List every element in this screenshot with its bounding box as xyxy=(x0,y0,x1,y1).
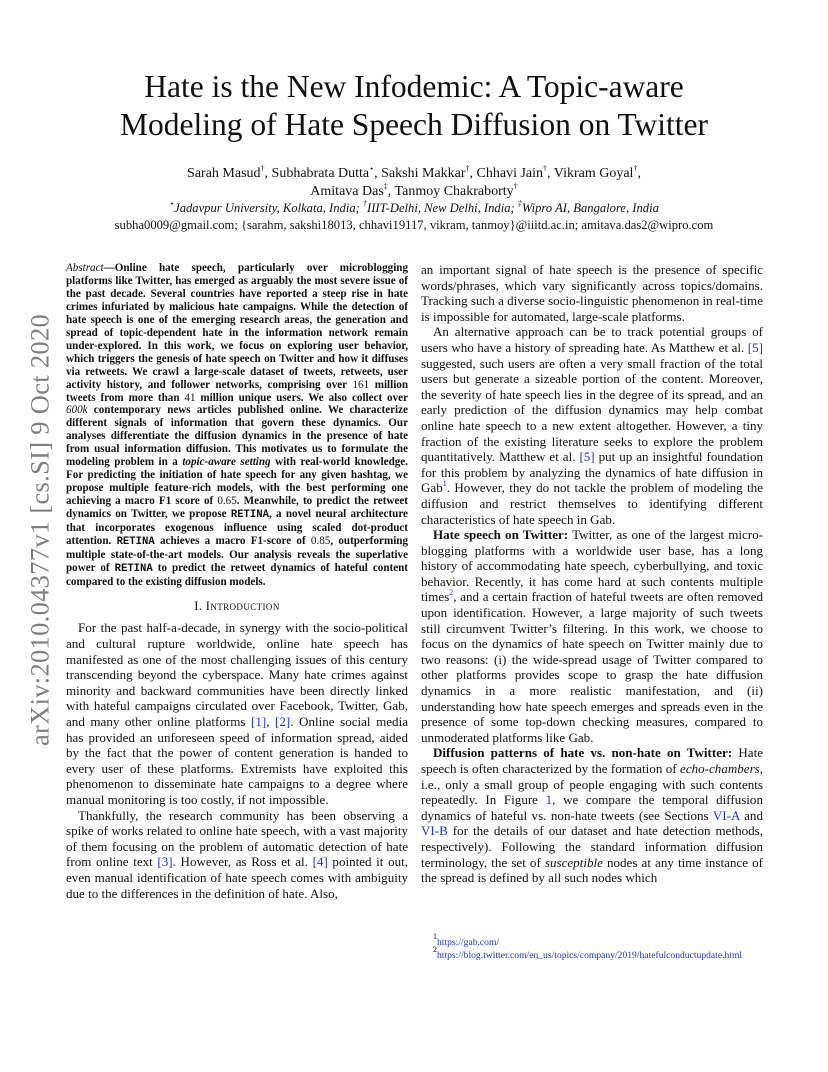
author-list xyxy=(70,165,758,201)
right-paragraph-4: Diffusion patterns of hate vs. non-hate on Twitter: Hate speech is often characterized by the formation of echo-chambers, i.e., only a small group of people engaging with such contents repeatedly. In Figure 1, we compare the temporal diffusion dynamics of hateful vs. non-hate tweets (see Sections VI-A and VI-B for the details of our dataset and hate detection methods, respectively). Following the standard information diffusion terminology, the set of susceptible nodes at any time instance of the spread is defined by all such nodes which xyxy=(421,745,764,886)
citation-link[interactable]: [4] xyxy=(312,854,328,870)
paper-title xyxy=(70,68,758,144)
footnote-link[interactable]: https://gab.com/ xyxy=(437,937,500,948)
right-paragraph-2: An alternative approach can be to track potential groups of users who have a history of spreading hate. As Matthew et al. [5] suggested, such users are often a very small fraction of the total users but generate a sizeable portion of the content. Moreover, the severity of hate speech lies in the degree of its spread, and an early prediction of the diffusion dynamics may help combat online hate speech to a new extent altogether. However, a tiny fraction of the existing literature seeks to explore the problem quantitatively. Matthew et al. [5] put up an insightful foundation for this problem by analyzing the dynamics of hate diffusion in Gab$^1$. However, they do not tackle the problem of modeling the diffusion and restrict themselves to identifying different characteristics of hate speech in Gab. xyxy=(421,324,763,527)
right-column xyxy=(421,262,763,886)
affiliations: ⋆Jadavpur University, Kolkata, India; †IIIT-Delhi, New Delhi, India; ‡Wipro AI, Bangalore, India xyxy=(169,199,659,215)
citation-link[interactable]: [2] xyxy=(275,713,291,729)
title-line-2: Modeling of Hate Speech Diffusion on Twitter xyxy=(119,107,709,142)
arxiv-sidebar xyxy=(10,285,70,775)
right-paragraph-3: Hate speech on Twitter: Twitter, as one of the largest micro-blogging platforms with a worldwide user base, has a long history of accommodating hate speech, cyberbullying, and toxic behavior. Recently, it has come hard at such contents multiple times$^2$, and a certain fraction of hateful tweets are often removed upon identification. However, a large majority of such tweets still circumvent Twitter’s filtering. In this work, we choose to focus on the dynamics of hate speech on Twitter mainly due to two reasons: (i) the wide-spread usage of Twitter compared to other platforms provides scope to grasp the hate diffusion dynamics in a more realistic manifestation, and (ii) understanding how hate speech emerges and spreads even in the presence of some top-down checking measures, compared to unmoderated platforms like Gab. xyxy=(421,527,763,745)
citation-link[interactable]: [5] xyxy=(579,449,595,465)
title-line-1: Hate is the New Infodemic: A Topic-aware xyxy=(144,69,684,104)
author-emails: subha0009@gmail.com; {sarahm, sakshi18013, chhavi19117, vikram, tanmoy}@iiitd.ac.in; amitava.das2@wipro.com xyxy=(114,218,714,232)
footnote-2: $^2$https://blog.twitter.com/en_us/topics/company/2019/hatefulconductupdate.html xyxy=(433,945,743,961)
section-title: Introduction xyxy=(205,598,280,613)
figure-link[interactable]: 1 xyxy=(545,792,553,808)
arxiv-identifier: arXiv:2010.04377v1 [cs.SI] 9 Oct 2020 xyxy=(24,313,55,747)
right-paragraph-1: an important signal of hate speech is the presence of specific words/phrases, which vary significantly across topics/domains. Tracking such a diverse socio-linguistic phenomenon in real-time is impossible for automated, large-scale platforms. xyxy=(421,262,763,324)
intro-paragraph-2: Thankfully, the research community has been observing a spike of works related to online hate speech, with a vast majority of them focusing on the problem of automatic detection of hate from online text [3]. However, as Ross et al. [4] pointed it out, even manual identification of hate speech comes with ambiguity due to the differences in the definition of hate. Also, xyxy=(66,807,408,901)
section-link[interactable]: VI-A xyxy=(712,807,740,823)
left-column xyxy=(66,262,408,901)
authors-line-2: Amitava Das‡, Tanmoy Chakraborty† xyxy=(310,182,518,199)
section-numeral: I. xyxy=(194,598,203,613)
paragraph-heading: Diffusion patterns of hate vs. non-hate on Twitter: xyxy=(433,745,733,761)
authors-line-1: Sarah Masud†, Subhabrata Dutta⋆, Sakshi Makkar†, Chhavi Jain†, Vikram Goyal†, xyxy=(187,164,641,181)
citation-link[interactable]: [5] xyxy=(747,339,763,355)
intro-paragraph-1: For the past half-a-decade, in synergy with the socio-political and cultural rupture worldwide, online hate speech has manifested as one of the most challenging issues of this century transcending beyond the cyberspace. Many hate crimes against minority and backward communities have been directly linked with hateful campaigns circulated over Facebook, Twitter, Gab, and many other online platforms [1], [2]. Online social media has provided an unforeseen speed of information spread, aided by the fact that the power of content generation is handed to every user of these platforms. Extremists have exploited this phenomenon to disseminate hate campaigns to a degree where manual monitoring is too costly, if not impossible. xyxy=(66,620,408,807)
section-link[interactable]: VI-B xyxy=(421,823,448,839)
footnote-1: $^1$https://gab.com/ xyxy=(433,932,500,948)
abstract: Abstract—Online hate speech, particularly over microblogging platforms like Twitter, has emerged as arguably the most severe issue of the past decade. Several countries have reported a steep rise in hate crimes infuriated by malicious hate campaigns. While the detection of hate speech is one of the emerging research areas, the generation and spread of topic-dependent hate in the information network remain under-explored. In this work, we focus on exploring user behavior, which triggers the genesis of hate speech on Twitter and how it diffuses via retweets. We crawl a large-scale dataset of tweets, retweets, user activity history, and follower networks, comprising over 161 million tweets from more than 41 million unique users. We also collect over 600k contemporary news articles published online. We characterize different signals of information that govern these dynamics. Our analyses differentiate the diffusion dynamics in the presence of hate from usual information diffusion. This motivates us to formulate the modeling problem in a topic-aware setting with real-world knowledge. For predicting the initiation of hate speech for any given hashtag, we propose multiple feature-rich models, with the best performing one achieving a macro F1 score of 0.65. Meanwhile, to predict the retweet dynamics on Twitter, we propose RETINA, a novel neural architecture that incorporates exogenous influence using scaled dot-product attention. RETINA achieves a macro F1-score of 0.85, outperforming multiple state-of-the-art models. Our analysis reveals the superlative power of RETINA to predict the retweet dynamics of hateful content compared to the existing diffusion models. xyxy=(66,262,409,588)
abstract-label: Abstract xyxy=(66,262,104,274)
citation-link[interactable]: [3] xyxy=(157,854,173,870)
paragraph-heading: Hate speech on Twitter: xyxy=(433,527,569,543)
citation-link[interactable]: [1] xyxy=(251,713,267,729)
section-heading-introduction xyxy=(66,599,408,615)
footnotes xyxy=(421,932,763,962)
footnote-link[interactable]: https://blog.twitter.com/en_us/topics/company/2019/hatefulconductupdate.html xyxy=(437,950,743,961)
